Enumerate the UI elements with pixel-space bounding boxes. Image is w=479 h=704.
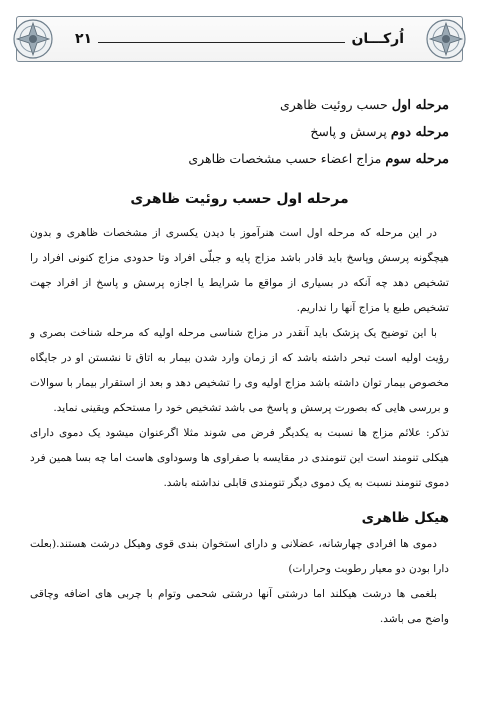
toc-item [30,92,449,119]
subsection-heading: هیکل ظاهری [361,510,449,526]
toc-item [30,119,449,146]
toc-item-label: مرحله سوم [385,152,449,167]
note-paragraph: تذکر: علائم مزاج ها نسبت به یکدیگر فرض می شوند مثلا اگرعنوان میشود یک دموی دارای هیکلی تنومند است این تنومندی در مقایسه با صفراوی ها وسوداوی هاست اما چه بسا همین فرد دموی تنومند نسبت به یک دموی دیگر تنومندی قابلی نداشته باشد. [30,427,449,489]
paragraph: در این مرحله که مرحله اول است هنرآموز با دیدن یکسری از مشخصات ظاهری و بدون هیچگونه پرسش وپاسخ باید قادر باشد مزاج پایه و جبلّی افراد وتا حدودی مزاج کنونی افراد را تشخیص دهد چه آنکه در بسیاری از مواقع ما شرایط یا اجازه پرسش و پاسخ از افراد جهت تشخیص طبع یا مزاج آنها را نداریم. [30,227,449,314]
header-line [75,27,404,51]
toc-item-text: پرسش و پاسخ [310,124,387,139]
header-title: اُرکـــان [351,31,404,47]
section-heading: مرحله اول حسب روئیت ظاهری [130,191,349,207]
ornament-icon [9,11,57,67]
toc-item-text: مزاج اعضاء حسب مشخصات ظاهری [188,151,382,166]
ornament-icon [422,11,470,67]
page-content [30,92,449,632]
toc-item-text: حسب روئیت ظاهری [279,97,388,112]
toc-list [30,92,449,173]
toc-item-label: مرحله اول [391,98,449,113]
toc-item-label: مرحله دوم [390,125,449,140]
page-number: ۲۱ [75,31,93,47]
paragraph: دموی ها افرادی چهارشانه، عضلانی و دارای استخوان بندی قوی وهیکل درشت هستند.(بعلت دارا بودن دو معیار رطوبت وحرارات) [30,538,449,575]
toc-item [30,146,449,173]
header-rule [98,42,345,43]
paragraph: با این توضیح یک پزشک باید آنقدر در مزاج شناسی مرحله اولیه که مرحله شناخت بصری و رؤیت اولیه است تبحر داشته باشد که از زمان وارد شدن بیمار به اتاق تا نشستن او در جایگاه مخصوص بیمار توان داشته باشد مزاج اولیه وی را تشخیص دهد و بعد از استقرار بیمار با سوالات و بررسی هایی که بصورت پرسش و پاسخ می باشد تشخیص خود را مستحکم ویقینی نماید. [30,327,449,414]
paragraph: بلغمی ها درشت هیکلند اما درشتی آنها درشتی شحمی وتوام با چربی های اضافه وچاقی واضح می باشد. [30,588,449,625]
page-header [16,16,463,62]
